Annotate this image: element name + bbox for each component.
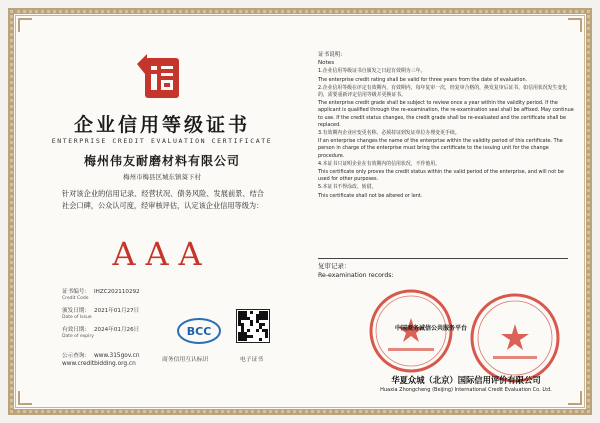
expiry-date: 2024年01月26日 — [94, 327, 140, 333]
issuer-org-cn: 华夏众城（北京）国际信用评价有限公司 — [391, 375, 541, 385]
bcc-mark-icon — [176, 316, 222, 346]
corner-ornament — [18, 18, 32, 32]
issue-date: 2021年01月27日 — [94, 308, 140, 314]
bcc-text: BCC — [186, 325, 212, 338]
reexam-records — [318, 261, 394, 279]
note-line: If an enterprise changes the name of the enterprise within the validity period of this certificate. The person in charge of the enterprise must bring the certificate to the issuing unit for the change procedure. — [318, 138, 563, 159]
note-line: This certificate only proves the credit status within the valid period of the enterprise, and will not be used for other purposes. — [318, 169, 564, 183]
qr-module — [250, 335, 253, 338]
cert-number-en: Credit Code — [62, 296, 89, 301]
notes-heading-en: Notes — [318, 60, 335, 67]
notes-section — [318, 52, 576, 201]
qr-module — [265, 335, 268, 338]
note-line: The enterprise credit rating shall be valid for three years from the date of evaluation. — [318, 76, 528, 83]
company-address: 梅州市梅县区城东镇葵下村 — [123, 173, 201, 181]
qr-caption: 电子证书 — [240, 357, 264, 363]
credit-logo-icon — [133, 48, 189, 104]
query-site-2[interactable]: www.creditbidding.org.cn — [62, 361, 136, 367]
notes-heading-cn: 证书说明： — [318, 52, 346, 58]
cert-number-row — [62, 287, 140, 301]
certificate-subtitle: ENTERPRISE CREDIT EVALUATION CERTIFICATE — [51, 137, 273, 145]
qr-module — [250, 311, 253, 314]
issue-date-en: Date of Issue — [62, 315, 92, 320]
note-line: 4.本证书只证明企业在有效期内的信用状况，不作他用。 — [318, 160, 441, 167]
qr-module — [262, 323, 265, 326]
query-site-label: 公示查询： — [62, 353, 90, 359]
expiry-date-label: 有效日期： — [62, 327, 90, 333]
note-line: The enterprise credit grade shall be subject to review once a year within the validity period. If the applicant is qualified through the re-examination, the re-examination seal shall be affixed. May continue to use. If the credit status changes, the credit grade shall be re-evaluated and the certificate shall be replaced. — [318, 100, 574, 128]
note-line: 1.企业信用等级证书自颁发之日起有效期为三年。 — [318, 68, 426, 75]
qr-module — [250, 323, 253, 326]
qr-module — [247, 329, 250, 332]
certificate-body-text: 针对该企业的信用记录、经营状况、债务风险、发展前景、结合社会口碑，公众认可度，经审核评估，认定该企业信用等级为： — [62, 189, 264, 210]
qr-module — [256, 329, 259, 332]
issue-date-row — [62, 306, 139, 320]
query-site-1[interactable]: www.315gov.cn — [94, 353, 140, 359]
issuer-platform: 中国商务诚信公共服务平台 — [395, 325, 468, 332]
reexam-label-en: Re-examination records: — [318, 272, 394, 279]
corner-ornament — [18, 391, 32, 405]
query-site-row — [62, 351, 140, 368]
credit-grade: AAA — [112, 235, 212, 273]
issuer-org-en: Huaxia Zhongcheng (Beijing) International Credit Evaluation Co. Ltd. — [380, 387, 552, 393]
divider — [318, 258, 568, 259]
cert-number: IHZC202110292 — [94, 289, 140, 295]
note-line: 5.本证书不得涂改、转借。 — [318, 184, 377, 191]
reexam-label-cn: 复审记录： — [318, 262, 351, 270]
cert-number-label: 证书编号： — [62, 289, 90, 295]
qr-module — [244, 338, 247, 341]
expiry-date-row — [62, 325, 139, 339]
issue-date-label: 颁发日期： — [62, 308, 90, 314]
note-line: This certificate shall not be altered or lent. — [318, 192, 423, 199]
qr-module — [259, 338, 262, 341]
bcc-caption: 商务信用互认标识 — [162, 357, 209, 363]
corner-ornament — [568, 18, 582, 32]
expiry-date-en: Date of expiry — [62, 334, 94, 339]
certificate-title: 企业信用等级证书 — [73, 114, 250, 136]
note-line: 3.有效期内企业应变更名称、必须持证到发证单位办理变更手续。 — [318, 130, 460, 137]
company-seal-icon — [469, 292, 561, 384]
qr-code-icon[interactable] — [236, 309, 270, 343]
company-name: 梅州伟友耐磨材料有限公司 — [83, 154, 240, 168]
corner-ornament — [568, 391, 582, 405]
note-line: 2.企业信用等级在评定有效期内，有效期内，每年复审一次，经复审合格的，换发复审后证书，如信用状况发生变化的，需要重新评定信用等级并更换证书。 — [318, 84, 568, 99]
qr-module — [265, 317, 268, 320]
